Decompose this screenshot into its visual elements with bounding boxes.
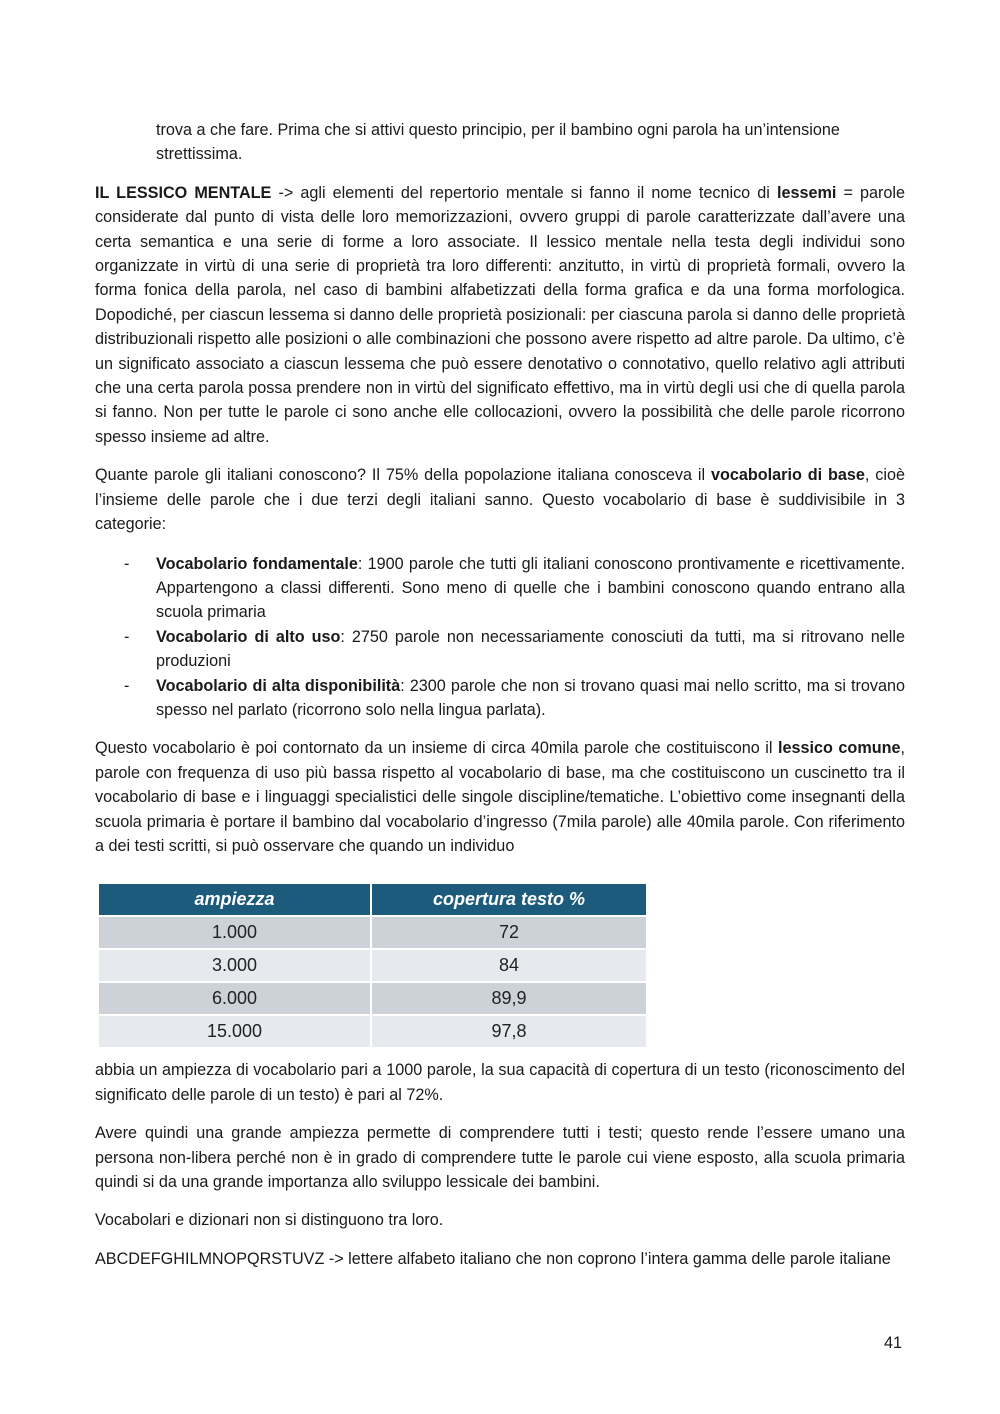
lessico-mentale-heading: IL LESSICO MENTALE bbox=[95, 183, 272, 202]
column-header-copertura: copertura testo % bbox=[371, 884, 646, 916]
list-item: - Vocabolario fondamentale: 1900 parole che tutti gli italiani conoscono prontivamente e ricettivamente. Appartengono a classi differenti. Sono meno di quelle che i bambini conoscono quando entrano alla scuola primaria bbox=[124, 554, 905, 622]
table-cell: 6.000 bbox=[99, 982, 371, 1015]
vocabolari-paragraph: Vocabolari e dizionari non si distinguono tra loro. bbox=[95, 1211, 444, 1230]
table-row bbox=[99, 949, 646, 982]
coverage-table-container bbox=[99, 884, 646, 1047]
vocabulary-categories-list bbox=[95, 552, 905, 723]
page-number: 41 bbox=[883, 1334, 902, 1352]
table-cell: 72 bbox=[371, 916, 646, 949]
lessico-comune-term: lessico comune bbox=[778, 739, 901, 758]
vocabolario-di-base-term: vocabolario di base bbox=[710, 466, 865, 485]
list-item: - Vocabolario di alta disponibilità: 2300 parole che non si trovano quasi mai nello scritto, ma si trovano spesso nel parlato (ricorrono solo nella lingua parlata). bbox=[124, 676, 906, 719]
table-cell: 89,9 bbox=[371, 982, 646, 1015]
column-header-ampiezza: ampiezza bbox=[99, 884, 371, 916]
continuation-paragraph: trova a che fare. Prima che si attivi questo principio, per il bambino ogni parola ha un’intensione strettissima. bbox=[156, 121, 840, 164]
lessico-comune-paragraph: Questo vocabolario è poi contornato da un insieme di circa 40mila parole che costituiscono il lessico comune, parole con frequenza di uso più bassa rispetto al vocabolario di base, ma che costituiscono un cuscinetto tra il vocabolario di base e i linguaggi specialistici delle singole discipline/tematiche. L’obiettivo come insegnanti della scuola primaria è portare il bambino dal vocabolario d’ingresso (7mila parole) alle 40mila parole. Con riferimento a dei testi scritti, si può osservare che quando un individuo bbox=[95, 739, 905, 855]
table-row bbox=[99, 1015, 646, 1047]
alfabeto-paragraph: ABCDEFGHILMNOPQRSTUVZ -> lettere alfabeto italiano che non coprono l’intera gamma delle parole italiane bbox=[95, 1249, 891, 1268]
table-row bbox=[99, 982, 646, 1015]
table-cell: 84 bbox=[371, 949, 646, 982]
table-cell: 1.000 bbox=[99, 916, 371, 949]
table-cell: 3.000 bbox=[99, 949, 371, 982]
ampiezza-paragraph: Avere quindi una grande ampiezza permette di comprendere tutti i testi; questo rende l’essere umano una persona non-libera perché non è in grado di comprendere tutte le parole cui viene esposto, alla scuola primaria quindi si da una grande importanza allo sviluppo lessicale dei bambini. bbox=[95, 1124, 905, 1191]
table-header-row bbox=[99, 884, 646, 916]
document-page bbox=[95, 118, 905, 1271]
coverage-table bbox=[99, 884, 646, 1047]
table-row bbox=[99, 916, 646, 949]
after-table-paragraph: abbia un ampiezza di vocabolario pari a 1000 parole, la sua capacità di copertura di un testo (riconoscimento del significato delle parole di un testo) è pari al 72%. bbox=[95, 1061, 905, 1104]
lessemi-term: lessemi bbox=[776, 183, 837, 202]
table-cell: 97,8 bbox=[371, 1015, 646, 1047]
table-cell: 15.000 bbox=[99, 1015, 371, 1047]
quante-parole-paragraph: Quante parole gli italiani conoscono? Il 75% della popolazione italiana conosceva il vocabolario di base, cioè l’insieme delle parole che i due terzi degli italiani sanno. Questo vocabolario di base è suddivisibile in 3 categorie: bbox=[95, 466, 905, 534]
lessico-mentale-paragraph: IL LESSICO MENTALE -> agli elementi del repertorio mentale si fanno il nome tecnico di lessemi = parole considerate dal punto di vista delle loro memorizzazioni, ovvero gruppi di parole caratterizzate dall’avere una certa semantica e una serie di forme a loro associate. Il lessico mentale nella testa degli individui sono organizzate in virtù di una serie di proprietà tra loro differenti: anzitutto, in virtù di proprietà formali, ovvero la forma fonica della parola, nel caso di bambini alfabetizzati della forma grafica e da una forma morfologica. Dopodiché, per ciascun lessema si danno delle proprietà posizionali: per ciascuna parola si danno delle proprietà distribuzionali rispetto alle posizioni o alle combinazioni che possono avere rispetto ad altre parole. Da ultimo, c’è un significato associato a ciascun lessema che può essere denotativo o connotativo, quello relativo agli attributi che una certa parola possa prendere non in virtù del significato effettivo, ma in virtù degli usi che di quella parola si fanno. Non per tutte le parole ci sono anche elle collocazioni, ovvero la possibilità che delle parole ricorrono spesso insieme ad altre. bbox=[95, 183, 905, 446]
list-item: - Vocabolario di alto uso: 2750 parole non necessariamente conosciuti da tutti, ma si ritrovano nelle produzioni bbox=[124, 627, 905, 671]
